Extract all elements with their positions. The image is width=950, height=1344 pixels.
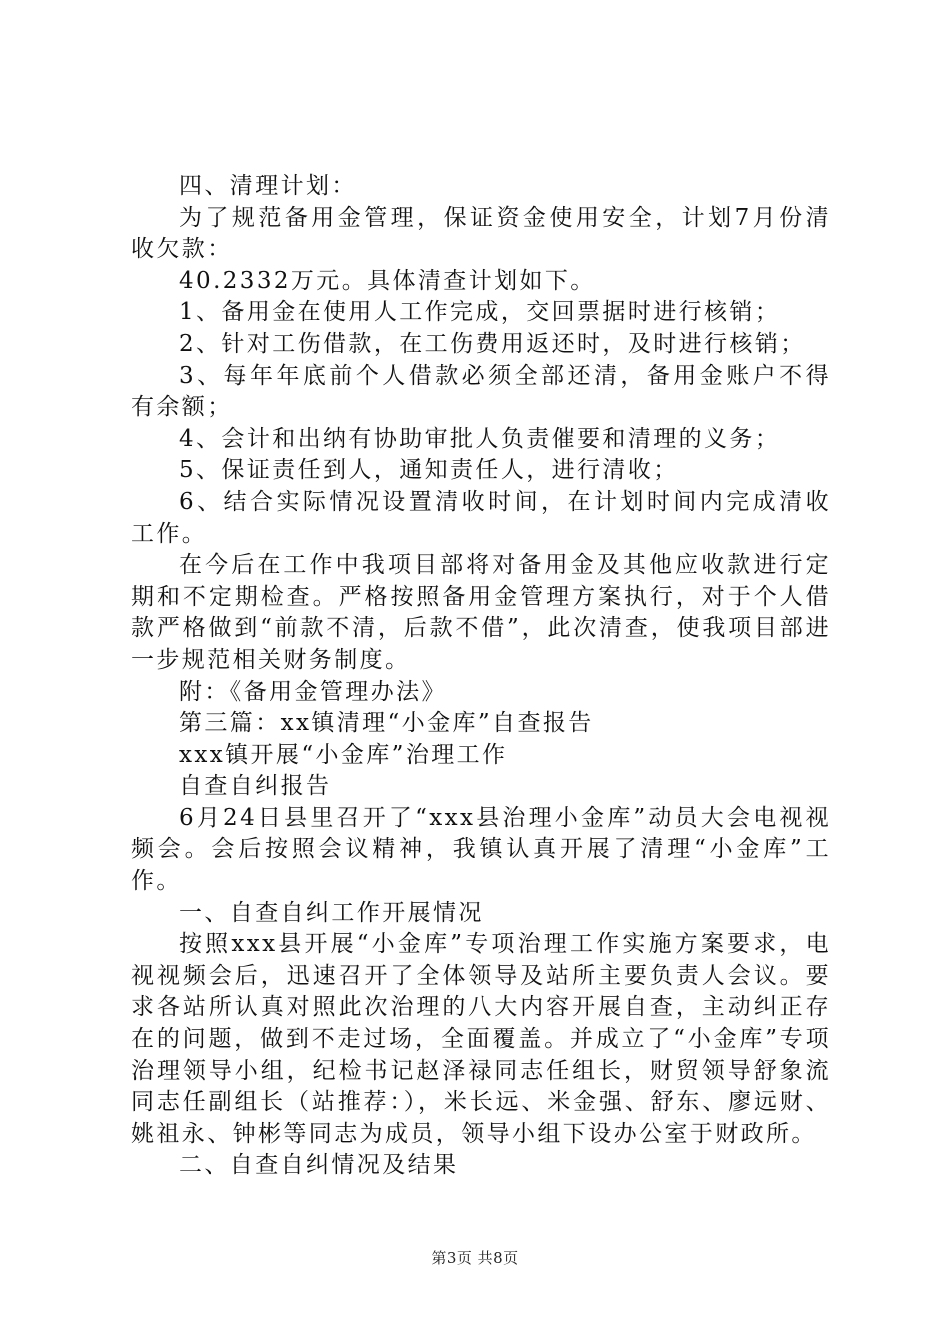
paragraph-future-checks: 在今后在工作中我项目部将对备用金及其他应收款进行定期和不定期检查。严格按照备用金管理方案执行，对于个人借款严格做到“前款不清，后款不借”，此次清查，使我项目部进一步规范相关财务制度。 xyxy=(131,552,831,673)
paragraph-meeting: 6月24日县里召开了“xxx县治理小金库”动员大会电视视频会。会后按照会议精神，我镇认真开展了清理“小金库”工作。 xyxy=(131,804,831,895)
list-item-5: 5、保证责任到人，通知责任人，进行清收； xyxy=(179,457,679,484)
paragraph-amount: 40.2332万元。具体清查计划如下。 xyxy=(179,267,596,294)
report-title-line-2: 自查自纠报告 xyxy=(179,773,332,800)
list-item-1: 1、备用金在使用人工作完成，交回票据时进行核销； xyxy=(179,299,781,326)
list-item-2: 2、针对工伤借款，在工伤费用返还时，及时进行核销； xyxy=(179,330,806,357)
heading-section-two: 二、自查自纠情况及结果 xyxy=(179,1152,459,1179)
list-item-3: 3、每年年底前个人借款必须全部还清，备用金账户不得有余额； xyxy=(131,362,831,421)
report-title-line-1: xxx镇开展“小金库”治理工作 xyxy=(179,741,508,768)
paragraph-plan-intro: 为了规范备用金管理，保证资金使用安全，计划7月份清收欠款： xyxy=(131,204,831,263)
heading-cleanup-plan: 四、清理计划： xyxy=(179,173,357,199)
list-item-4: 4、会计和出纳有协助审批人负责催要和清理的义务； xyxy=(179,425,781,452)
heading-part-three: 第三篇：xx镇清理“小金库”自查报告 xyxy=(179,710,594,737)
list-item-6: 6、结合实际情况设置清收时间，在计划时间内完成清收工作。 xyxy=(131,488,831,547)
paragraph-attachment: 附：《备用金管理办法》 xyxy=(179,678,447,705)
paragraph-section-one-body: 按照xxx县开展“小金库”专项治理工作实施方案要求，电视视频会后，迅速召开了全体领导及站所主要负责人会议。要求各站所认真对照此次治理的八大内容开展自查，主动纠正存在的问题，做到不走过场，全面覆盖。并成立了“小金库”专项治理领导小组，纪检书记赵泽禄同志任组长，财贸领导舒象流同志任副组长（站推荐：），米长远、米金强、舒东、廖远财、姚祖永、钟彬等同志为成员，领导小组下设办公室于财政所。 xyxy=(131,931,831,1147)
heading-section-one: 一、自查自纠工作开展情况 xyxy=(179,899,484,926)
page-footer: 第3页 共8页 xyxy=(431,1249,519,1267)
document-body xyxy=(131,171,831,1182)
